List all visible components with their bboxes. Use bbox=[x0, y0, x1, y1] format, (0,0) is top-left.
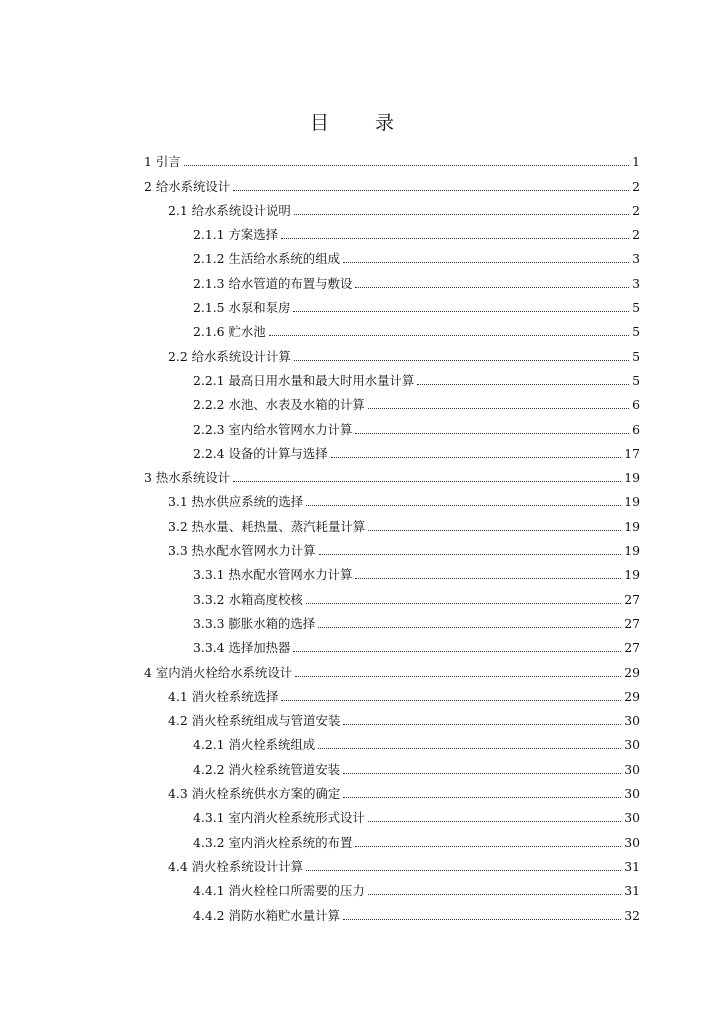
toc-entry[interactable] bbox=[144, 195, 640, 219]
toc-entry-label: 4.4.2 消防水箱贮水量计算 bbox=[193, 907, 340, 923]
toc-entry[interactable] bbox=[144, 146, 640, 170]
toc-dot-leader bbox=[343, 773, 621, 774]
toc-entry-page-number: 3 bbox=[632, 275, 640, 291]
toc-entry-label: 4.4.1 消火栓栓口所需要的压力 bbox=[193, 883, 365, 899]
toc-entry-label: 2.1 给水系统设计说明 bbox=[168, 202, 291, 218]
toc-entry[interactable] bbox=[144, 243, 640, 267]
toc-entry[interactable] bbox=[144, 365, 640, 389]
toc-dot-leader bbox=[306, 603, 621, 604]
toc-entry-page-number: 19 bbox=[624, 494, 640, 510]
toc-entry-page-number: 27 bbox=[624, 615, 640, 631]
toc-entry-page-number: 5 bbox=[632, 300, 640, 316]
toc-dot-leader bbox=[355, 578, 621, 579]
toc-entry-label: 2.2.4 设备的计算与选择 bbox=[193, 445, 328, 461]
toc-entry-label: 4.3.2 室内消火栓系统的布置 bbox=[193, 834, 353, 850]
toc-entry-label: 3.3.3 膨胀水箱的选择 bbox=[193, 615, 316, 631]
toc-entry[interactable] bbox=[144, 462, 640, 486]
toc-entry-label: 4.1 消火栓系统选择 bbox=[168, 688, 279, 704]
toc-dot-leader bbox=[293, 651, 621, 652]
toc-entry-page-number: 2 bbox=[632, 202, 640, 218]
toc-entry[interactable] bbox=[144, 219, 640, 243]
toc-entry-label: 2.2.3 室内给水管网水力计算 bbox=[193, 421, 353, 437]
toc-entry-label: 2.1.3 给水管道的布置与敷设 bbox=[193, 275, 353, 291]
toc-entry-label: 3.3.4 选择加热器 bbox=[193, 640, 291, 656]
toc-dot-leader bbox=[355, 846, 621, 847]
toc-entry[interactable] bbox=[144, 753, 640, 777]
toc-entry[interactable] bbox=[144, 705, 640, 729]
toc-entry[interactable] bbox=[144, 681, 640, 705]
toc-entry-label: 4.3 消火栓系统供水方案的确定 bbox=[168, 786, 341, 802]
toc-entry-page-number: 30 bbox=[624, 810, 640, 826]
toc-dot-leader bbox=[319, 554, 622, 555]
toc-entry-label: 4.4 消火栓系统设计计算 bbox=[168, 858, 304, 874]
toc-dot-leader bbox=[233, 190, 629, 191]
toc-dot-leader bbox=[331, 457, 622, 458]
toc-entry-label: 2.2.2 水池、水表及水箱的计算 bbox=[193, 397, 365, 413]
toc-entry-page-number: 6 bbox=[632, 421, 640, 437]
toc-entry-page-number: 19 bbox=[624, 518, 640, 534]
toc-entry-label: 2.2.1 最高日用水量和最大时用水量计算 bbox=[193, 372, 415, 388]
toc-entry[interactable] bbox=[144, 875, 640, 899]
toc-entry-label: 2.1.5 水泵和泵房 bbox=[193, 300, 291, 316]
toc-entry-label: 2 给水系统设计 bbox=[144, 178, 231, 194]
toc-entry[interactable] bbox=[144, 438, 640, 462]
toc-entry-label: 3.3.2 水箱高度校核 bbox=[193, 591, 303, 607]
toc-entry[interactable] bbox=[144, 802, 640, 826]
toc-entry-page-number: 31 bbox=[624, 858, 640, 874]
toc-entry[interactable] bbox=[144, 170, 640, 194]
toc-entry-page-number: 27 bbox=[624, 640, 640, 656]
toc-dot-leader bbox=[368, 821, 621, 822]
toc-entry-page-number: 5 bbox=[632, 348, 640, 364]
toc-entry-page-number: 31 bbox=[624, 883, 640, 899]
toc-entry[interactable] bbox=[144, 389, 640, 413]
toc-entry[interactable] bbox=[144, 340, 640, 364]
toc-entry-label: 3.1 热水供应系统的选择 bbox=[168, 494, 304, 510]
toc-entry[interactable] bbox=[144, 535, 640, 559]
toc-dot-leader bbox=[295, 676, 621, 677]
toc-entry[interactable] bbox=[144, 267, 640, 291]
toc-entry-label: 4.2 消火栓系统组成与管道安装 bbox=[168, 713, 341, 729]
toc-dot-leader bbox=[281, 700, 621, 701]
toc-entry[interactable] bbox=[144, 292, 640, 316]
toc-entry-label: 3.3.1 热水配水管网水力计算 bbox=[193, 567, 353, 583]
toc-entry-label: 2.1.2 生活给水系统的组成 bbox=[193, 251, 340, 267]
toc-entry-page-number: 2 bbox=[632, 227, 640, 243]
toc-entry-label: 4.2.2 消火栓系统管道安装 bbox=[193, 761, 340, 777]
toc-dot-leader bbox=[417, 384, 629, 385]
toc-dot-leader bbox=[368, 408, 629, 409]
toc-dot-leader bbox=[293, 311, 629, 312]
toc-dot-leader bbox=[355, 287, 629, 288]
toc-dot-leader bbox=[306, 505, 621, 506]
toc-entry[interactable] bbox=[144, 778, 640, 802]
toc-dot-leader bbox=[343, 919, 621, 920]
toc-dot-leader bbox=[368, 530, 621, 531]
toc-entry[interactable] bbox=[144, 486, 640, 510]
toc-entry[interactable] bbox=[144, 316, 640, 340]
toc-dot-leader bbox=[368, 894, 621, 895]
toc-entry-label: 2.1.6 贮水池 bbox=[193, 324, 266, 340]
toc-entry[interactable] bbox=[144, 583, 640, 607]
toc-dot-leader bbox=[294, 214, 629, 215]
toc-list bbox=[144, 146, 640, 924]
toc-entry-page-number: 5 bbox=[632, 324, 640, 340]
toc-dot-leader bbox=[269, 335, 629, 336]
toc-entry-page-number: 1 bbox=[632, 154, 640, 170]
toc-entry-page-number: 5 bbox=[632, 372, 640, 388]
toc-entry-page-number: 30 bbox=[624, 713, 640, 729]
toc-dot-leader bbox=[306, 870, 621, 871]
toc-entry[interactable] bbox=[144, 559, 640, 583]
toc-entry[interactable] bbox=[144, 608, 640, 632]
toc-dot-leader bbox=[294, 360, 629, 361]
toc-entry-page-number: 29 bbox=[624, 664, 640, 680]
toc-dot-leader bbox=[281, 238, 629, 239]
toc-entry-page-number: 2 bbox=[632, 178, 640, 194]
toc-entry-page-number: 19 bbox=[624, 470, 640, 486]
toc-dot-leader bbox=[355, 433, 629, 434]
toc-dot-leader bbox=[343, 724, 621, 725]
toc-entry-page-number: 19 bbox=[624, 567, 640, 583]
toc-dot-leader bbox=[184, 165, 630, 166]
toc-entry-page-number: 30 bbox=[624, 834, 640, 850]
toc-dot-leader bbox=[343, 262, 629, 263]
toc-entry-page-number: 6 bbox=[632, 397, 640, 413]
toc-dot-leader bbox=[343, 797, 621, 798]
toc-dot-leader bbox=[233, 481, 621, 482]
toc-entry[interactable] bbox=[144, 656, 640, 680]
toc-entry-page-number: 30 bbox=[624, 786, 640, 802]
toc-entry-page-number: 32 bbox=[624, 907, 640, 923]
toc-entry[interactable] bbox=[144, 510, 640, 534]
toc-entry[interactable] bbox=[144, 632, 640, 656]
toc-entry[interactable] bbox=[144, 851, 640, 875]
toc-entry-label: 1 引言 bbox=[144, 154, 181, 170]
toc-dot-leader bbox=[318, 748, 621, 749]
toc-title: 目 录 bbox=[309, 112, 415, 134]
toc-entry-page-number: 30 bbox=[624, 761, 640, 777]
toc-dot-leader bbox=[318, 627, 621, 628]
toc-entry-page-number: 29 bbox=[624, 688, 640, 704]
toc-entry-page-number: 27 bbox=[624, 591, 640, 607]
toc-entry-page-number: 3 bbox=[632, 251, 640, 267]
toc-entry-label: 3.3 热水配水管网水力计算 bbox=[168, 543, 316, 559]
toc-entry-label: 3 热水系统设计 bbox=[144, 470, 231, 486]
toc-entry-label: 2.2 给水系统设计计算 bbox=[168, 348, 291, 364]
toc-entry-label: 4 室内消火栓给水系统设计 bbox=[144, 664, 293, 680]
toc-entry[interactable] bbox=[144, 413, 640, 437]
toc-entry-label: 3.2 热水量、耗热量、蒸汽耗量计算 bbox=[168, 518, 366, 534]
toc-entry-label: 2.1.1 方案选择 bbox=[193, 227, 279, 243]
toc-entry[interactable] bbox=[144, 899, 640, 923]
toc-entry-page-number: 19 bbox=[624, 543, 640, 559]
toc-entry-label: 4.2.1 消火栓系统组成 bbox=[193, 737, 316, 753]
toc-entry[interactable] bbox=[144, 729, 640, 753]
toc-entry-page-number: 30 bbox=[624, 737, 640, 753]
toc-entry-page-number: 17 bbox=[624, 445, 640, 461]
toc-entry-label: 4.3.1 室内消火栓系统形式设计 bbox=[193, 810, 365, 826]
toc-entry[interactable] bbox=[144, 826, 640, 850]
